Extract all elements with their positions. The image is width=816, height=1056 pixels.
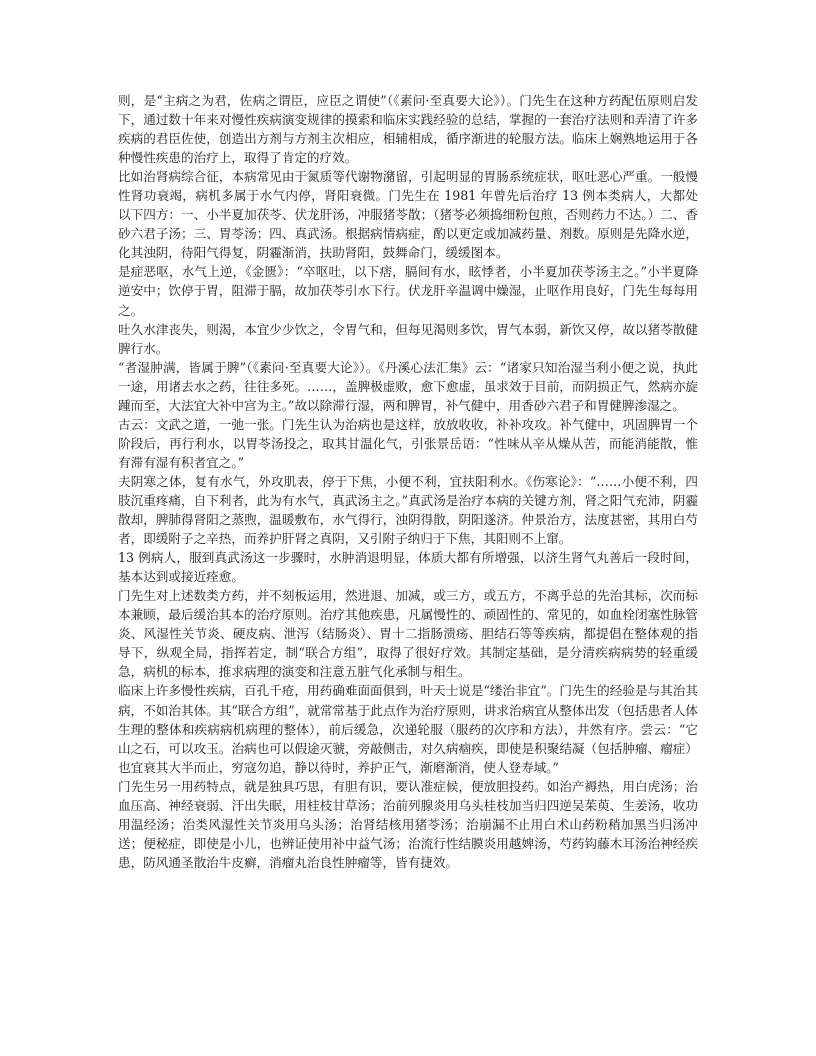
paragraph-9: 门先生对上述数类方药，并不刻板运用，然进退、加减，或三方，或五方，不离乎总的先治其标，次而标本兼顾，最后缓治其本的治疗原则。治疗其他疾患，凡属慢性的、顽固性的、常见的，如血栓闭塞性脉管炎、风湿性关节炎、硬皮病、泄泻（结肠炎）、胃十二指肠溃疡、胆结石等等疾病，都提倡在整体观的指导下，纵观全局，指挥若定，制“联合方组”，取得了很好疗效。其制定基础，是分清疾病病势的轻重缓急，病机的标本，推求病理的演变和注意五脏气化承制与相生。 [118,588,698,680]
paragraph-5: “者湿肿满，皆属于脾”（《素问·至真要大论》）。《丹溪心法汇集》云：“诸家只知治湿当利小便之说，执此一途，用诸去水之药，往往多死。……，盖脾极虚败，愈下愈虚，虽求效于目前，而阴损正气，然病亦旋踵而至，大法宜大补中宫为主。”故以除滞行湿，两和脾胃，补气健中，用香砂六君子和胃健脾渗湿之。 [118,359,698,413]
paragraph-3: 是症恶呕，水气上逆，《金匮》：“卒呕吐，以下痞，膈间有水，眩悸者，小半夏加茯苓汤主之。”小半夏降逆安中；饮停于胃，阻滞于膈，故加茯苓引水下行。伏龙肝辛温调中燥湿，止呕作用良好，门先生每每用之。 [118,264,698,318]
paragraph-10: 临床上许多慢性疾病，百孔千疮，用药确难面面俱到，叶天士说是“缕治非宜”。门先生的经验是与其治其病，不如治其体。其“联合方组”，就常常基于此点作为治疗原则，讲求治病宜从整体出发（包括患者人体生理的整体和疾病病机病理的整体），前后缓急，次递轮服（服药的次序和方法），井然有序。尝云：“它山之石，可以攻玉。治病也可以假途灭虢，旁敲侧击，对久病痼疾，即使是积聚结凝（包括肿瘤、瘤症）也宜衰其大半而止，穷寇勿追，静以待时，养护正气，渐磨渐消，使人登寿域。” [118,683,698,775]
paragraph-11: 门先生另一用药特点，就是独具巧思，有胆有识，要认准症候，便放胆投药。如治产褥热，用白虎汤；治血压高、神经衰弱、汗出失眠，用桂枝甘草汤；治前列腺炎用乌头桂枝加当归四逆吴茱萸、生姜汤，收功用温经汤；治类风湿性关节炎用乌头汤；治肾结核用猪苓汤；治崩漏不止用白术山药粉稍加黑当归汤冲送；便秘症，即使是小儿，也辨证使用补中益气汤；治流行性结膜炎用越婢汤，芍药钩藤木耳汤治神经疾患，防风通圣散治牛皮癣，消瘤丸治良性肿瘤等，皆有捷效。 [118,778,698,870]
paragraph-6: 古云：文武之道，一弛一张。门先生认为治病也是这样，放放收收，补补攻攻。补气健中，巩固脾胃一个阶段后，再行利水，以胃苓汤投之，取其甘温化气，引张景岳语：“性味从辛从燥从苦，而能消能散，惟有滞有湿有积者宜之。” [118,416,698,470]
paragraph-7: 夫阴寒之体，复有水气，外攻肌表，停于下焦，小便不利，宜扶阳利水。《伤寒论》：“……小便不利，四肢沉重疼痛，自下利者，此为有水气，真武汤主之。”真武汤是治疗本病的关键方剂，肾之阳气充沛，阴霾散却，脾肺得肾阳之蒸煦，温暖敷布，水气得行，浊阴得散，阴阳遂济。仲景治方，法度甚密，其用白芍者，即缓附子之辛热，而养护肝肾之真阴，又引附子纳归于下焦，其阳则不上窜。 [118,473,698,547]
paragraph-4: 吐久水津丧失，则渴，本宜少少饮之，令胃气和，但每见渴则多饮，胃气本弱，新饮又停，故以猪苓散健脾行水。 [118,321,698,356]
paragraph-1: 则，是“主病之为君，佐病之谓臣，应臣之谓使”（《素问·至真要大论》）。门先生在这种方药配伍原则启发下，通过数十年来对慢性疾病演变规律的摸索和临床实践经验的总结，掌握的一套治疗法则和弄清了许多疾病的君臣佐使，创造出方剂与方剂主次相应，相辅相成，循序渐进的轮服方法。临床上娴熟地运用于各种慢性疾患的治疗上，取得了肯定的疗效。 [118,93,698,166]
document-page [118,91,698,872]
paragraph-2: 比如治肾病综合征，本病常见由于氮质等代谢物潴留，引起明显的胃肠系统症状，呕吐恶心严重。一般慢性肾功衰竭，病机多属于水气内停，肾阳衰微。门先生在 1981 年曾先后治疗 13 例本类病人，大都处以下四方：一、小半夏加茯苓、伏龙肝汤，冲服猪苓散；（猪苓必须捣细粉包煎，否则药力不达。）二、香砂六君子汤；三、胃苓汤；四、真武汤。根据病情病症，酌以更定或加减药量、剂数。原则是先降水逆，化其浊阴，待阳气得复，阴霾渐消，扶助肾阳，鼓舞命门，缓缓图本。 [118,169,698,261]
paragraph-8: 13 例病人，服到真武汤这一步骤时，水肿消退明显，体质大都有所增强，以济生肾气丸善后一段时间，基本达到或接近痊愈。 [118,550,698,585]
